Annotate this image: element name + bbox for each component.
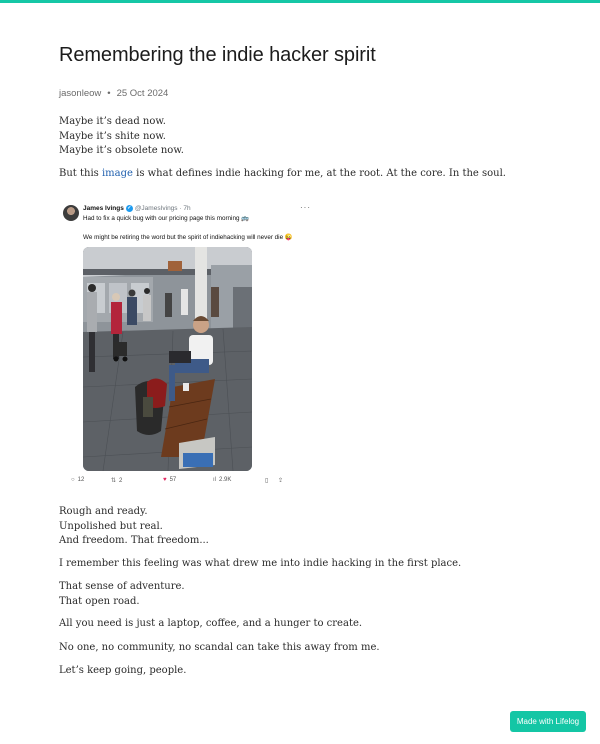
tweet-author-name: James Ivings: [83, 205, 124, 213]
intro-line: Maybe it’s dead now.: [59, 116, 166, 127]
tweet-text-line: Had to fix a quick bug with our pricing page this morning 🚌: [83, 215, 250, 222]
retweet-action: ⇅ 2: [111, 478, 123, 484]
reply-icon: ○: [71, 477, 75, 483]
reply-action: ○ 12: [71, 477, 85, 483]
paragraph-image: But this image is what defines indie hacking for me, at the root. At the core. In the soul.: [59, 168, 506, 179]
views-action: ıl 2.9K: [213, 477, 232, 483]
stanza-adventure: That sense of adventure. That open road.: [59, 581, 185, 607]
avatar: [63, 205, 79, 221]
tweet-handle-time: @JamesIvings · 7h: [134, 205, 191, 213]
heart-icon: ♥: [163, 477, 167, 483]
share-icon: ⇪: [278, 478, 284, 484]
paragraph-feeling: I remember this feeling was what drew me into indie hacking in the first place.: [59, 558, 462, 569]
tweet-embed-image: [59, 197, 321, 491]
meta-separator: •: [107, 88, 111, 99]
image-link[interactable]: image: [101, 168, 133, 179]
paragraph-laptop: All you need is just a laptop, coffee, and a hunger to create.: [59, 618, 363, 629]
post-meta: [59, 88, 168, 99]
intro-stanza: [59, 115, 184, 159]
made-with-lifelog-button[interactable]: Made with Lifelog: [510, 711, 586, 732]
verified-badge-icon: ✓: [127, 205, 132, 211]
intro-line: Maybe it’s shite now.: [59, 130, 166, 142]
like-action: ♥ 57: [163, 477, 177, 483]
retweet-icon: ⇅: [111, 478, 117, 484]
tweet-text-line: We might be retiring the word but the spirit of indiehacking will never die 😜: [83, 234, 293, 241]
tweet-photo: [83, 247, 252, 471]
top-accent-bar: [0, 0, 600, 3]
paragraph-no-one: No one, no community, no scandal can take this away from me.: [59, 642, 380, 653]
views-icon: ıl: [213, 477, 216, 483]
paragraph-keep-going: Let’s keep going, people.: [59, 665, 187, 676]
stanza-rough: Rough and ready. Unpolished but real. And freedom. That freedom...: [59, 506, 209, 546]
page-title: Remembering the indie hacker spirit: [59, 44, 376, 66]
author-link[interactable]: jasonleow: [59, 88, 102, 99]
more-options-icon: ···: [300, 203, 311, 212]
tweet-header: [83, 205, 191, 212]
intro-line: Maybe it’s obsolete now.: [59, 145, 184, 156]
tweet-actions: [71, 477, 319, 487]
bookmark-icon: ▯: [265, 478, 269, 484]
post-date: 25 Oct 2024: [116, 88, 169, 99]
